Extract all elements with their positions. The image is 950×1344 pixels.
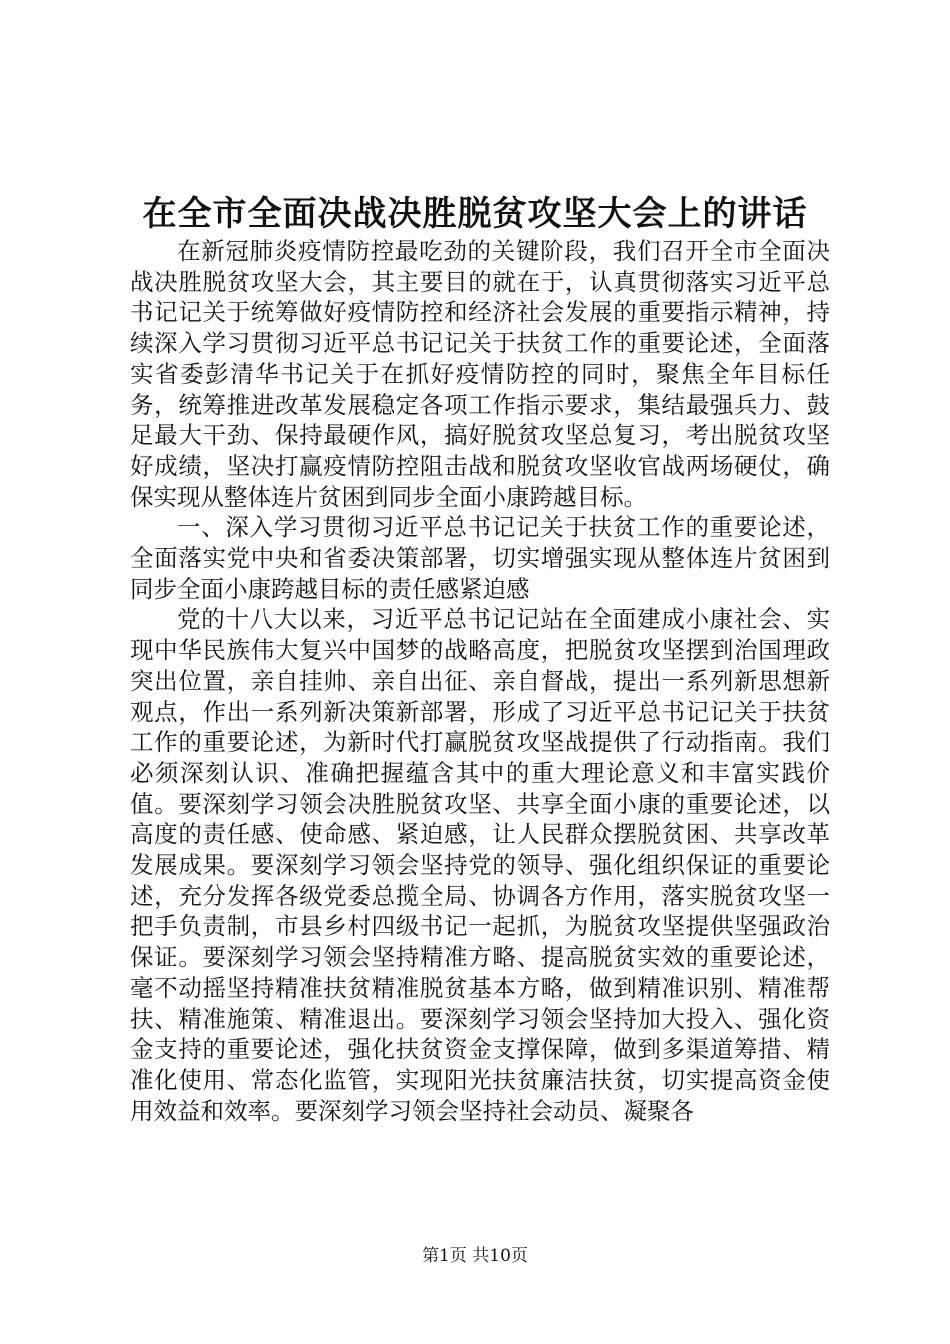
- paragraph-intro: 在新冠肺炎疫情防控最吃劲的关键阶段，我们召开全市全面决战决胜脱贫攻坚大会，其主要目的就在于，认真贯彻落实习近平总书记记关于统筹做好疫情防控和经济社会发展的重要指示精神，持续深入学习贯彻习近平总书记记关于扶贫工作的重要论述，全面落实省委彭清华书记关于在抓好疫情防控的同时，聚焦全年目标任务，统筹推进改革发展稳定各项工作指示要求，集结最强兵力、鼓足最大干劲、保持最硬作风，搞好脱贫攻坚总复习，考出脱贫攻坚好成绩，坚决打赢疫情防控阻击战和脱贫攻坚收官战两场硬仗，确保实现从整体连片贫困到同步全面小康跨越目标。: [130, 237, 830, 511]
- section-heading-1: 一、深入学习贯彻习近平总书记记关于扶贫工作的重要论述，全面落实党中央和省委决策部署，切实增强实现从整体连片贫困到同步全面小康跨越目标的责任感紧迫感: [130, 513, 830, 603]
- document-title: 在全市全面决战决胜脱贫攻坚大会上的讲话: [142, 194, 808, 234]
- document-body: [130, 236, 830, 1126]
- page-number-footer: 第1页 共10页: [422, 1246, 528, 1266]
- paragraph-section-1: 党的十八大以来，习近平总书记记站在全面建成小康社会、实现中华民族伟大复兴中国梦的战略高度，把脱贫攻坚摆到治国理政突出位置，亲自挂帅、亲自出征、亲自督战，提出一系列新思想新观点，作出一系列新决策新部署，形成了习近平总书记记关于扶贫工作的重要论述，为新时代打赢脱贫攻坚战提供了行动指南。我们必须深刻认识、准确把握蕴含其中的重大理论意义和丰富实践价值。要深刻学习领会决胜脱贫攻坚、共享全面小康的重要论述，以高度的责任感、使命感、紧迫感，让人民群众摆脱贫困、共享改革发展成果。要深刻学习领会坚持党的领导、强化组织保证的重要论述，充分发挥各级党委总揽全局、协调各方作用，落实脱贫攻坚一把手负责制，市县乡村四级书记一起抓，为脱贫攻坚提供坚强政治保证。要深刻学习领会坚持精准方略、提高脱贫实效的重要论述，毫不动摇坚持精准扶贫精准脱贫基本方略，做到精准识别、精准帮扶、精准施策、精准退出。要深刻学习领会坚持加大投入、强化资金支持的重要论述，强化扶贫资金支撑保障，做到多渠道筹措、精准化使用、常态化监管，实现阳光扶贫廉洁扶贫，切实提高资金使用效益和效率。要深刻学习领会坚持社会动员、凝聚各: [130, 605, 830, 1125]
